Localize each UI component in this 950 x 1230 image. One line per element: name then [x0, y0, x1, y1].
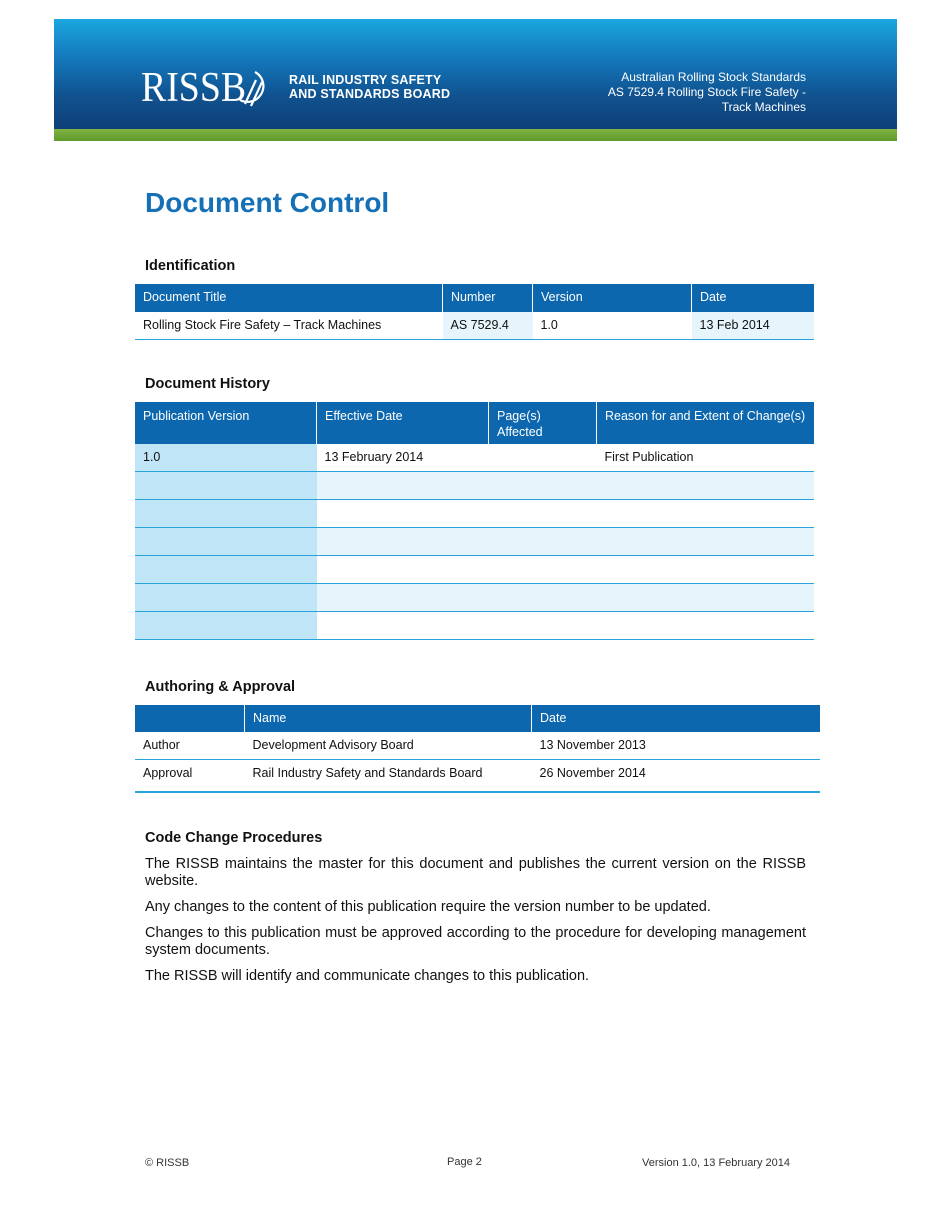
- table-cell: [489, 612, 597, 640]
- table-row: [135, 500, 814, 528]
- column-header: Date: [532, 705, 821, 732]
- table-row: [135, 312, 814, 340]
- standard-line1: Australian Rolling Stock Standards: [621, 70, 806, 84]
- paragraph: The RISSB will identify and communicate changes to this publication.: [145, 968, 590, 984]
- table-cell: 26 November 2014: [532, 760, 821, 793]
- table-cell: [597, 472, 815, 500]
- table-cell: [135, 528, 317, 556]
- column-header: [489, 402, 597, 444]
- table-row: [135, 528, 814, 556]
- table-cell: [489, 528, 597, 556]
- column-header: Publication Version: [135, 402, 317, 444]
- table-cell: [135, 612, 317, 640]
- column-header: Date: [692, 284, 815, 312]
- footer-copyright: © RISSB: [145, 1157, 190, 1169]
- table-header-row: [135, 705, 820, 732]
- table-cell: 1.0: [135, 444, 317, 472]
- table-header-row: [135, 284, 814, 312]
- table-cell: Development Advisory Board: [245, 732, 532, 760]
- table-cell: AS 7529.4: [443, 312, 533, 340]
- table-row: [135, 732, 820, 760]
- identification-table: [135, 284, 814, 340]
- table-row: [135, 444, 814, 472]
- rissb-logo: RISSB: [141, 65, 247, 111]
- footer-page-number: Page 2: [447, 1156, 482, 1168]
- header-stripe: [54, 129, 897, 141]
- table-cell: Rolling Stock Fire Safety – Track Machines: [135, 312, 443, 340]
- paragraph: The RISSB maintains the master for this document and publishes the current version on the RISSB website.: [145, 856, 806, 889]
- table-cell: [317, 528, 489, 556]
- table-cell: [489, 556, 597, 584]
- table-cell: 1.0: [533, 312, 692, 340]
- history-table: [135, 402, 814, 640]
- footer-version: Version 1.0, 13 February 2014: [642, 1157, 790, 1169]
- table-cell: [317, 556, 489, 584]
- standard-reference: [608, 70, 806, 115]
- table-cell: [135, 584, 317, 612]
- column-header-text: Page(s) Affected: [497, 409, 543, 439]
- board-name-line1: RAIL INDUSTRY SAFETY: [289, 73, 442, 87]
- page-title: Document Control: [145, 187, 390, 218]
- table-row: [135, 612, 814, 640]
- table-cell: 13 February 2014: [317, 444, 489, 472]
- table-cell: Author: [135, 732, 245, 760]
- paragraph: Any changes to the content of this publication require the version number to be updated.: [145, 899, 711, 915]
- table-cell: [597, 500, 815, 528]
- column-header: Reason for and Extent of Change(s): [597, 402, 815, 444]
- column-header: Number: [443, 284, 533, 312]
- table-cell: [317, 584, 489, 612]
- table-cell: Rail Industry Safety and Standards Board: [245, 760, 532, 793]
- table-cell: [135, 472, 317, 500]
- table-cell: [317, 500, 489, 528]
- column-header: Version: [533, 284, 692, 312]
- table-cell: [489, 472, 597, 500]
- table-cell: [597, 556, 815, 584]
- table-cell: [135, 556, 317, 584]
- code-change-heading: Code Change Procedures: [145, 830, 323, 846]
- board-name: [289, 73, 450, 101]
- identification-heading: Identification: [145, 258, 236, 274]
- paragraph: Changes to this publication must be approved according to the procedure for developing management system documents.: [145, 925, 806, 958]
- table-cell: [597, 584, 815, 612]
- table-cell: [597, 612, 815, 640]
- table-row: [135, 472, 814, 500]
- table-header-row: [135, 402, 814, 444]
- table-cell: [317, 612, 489, 640]
- board-name-line2: AND STANDARDS BOARD: [289, 87, 451, 101]
- authoring-table: [135, 705, 820, 793]
- rissb-emblem-icon: [234, 68, 272, 108]
- table-cell: [489, 584, 597, 612]
- column-header: Document Title: [135, 284, 443, 312]
- column-header: [135, 705, 245, 732]
- table-row: [135, 556, 814, 584]
- standard-line3: Track Machines: [721, 100, 806, 114]
- standard-line2: AS 7529.4 Rolling Stock Fire Safety -: [607, 85, 806, 99]
- column-header: Name: [245, 705, 532, 732]
- table-cell: Approval: [135, 760, 245, 793]
- table-row: [135, 584, 814, 612]
- code-change-section: [145, 830, 806, 994]
- table-row: [135, 760, 820, 793]
- table-cell: [317, 472, 489, 500]
- table-cell: First Publication: [597, 444, 815, 472]
- history-heading: Document History: [145, 376, 270, 392]
- column-header: Effective Date: [317, 402, 489, 444]
- table-cell: [489, 444, 597, 472]
- table-cell: [489, 500, 597, 528]
- table-cell: [597, 528, 815, 556]
- table-cell: 13 November 2013: [532, 732, 821, 760]
- table-cell: [135, 500, 317, 528]
- table-cell: 13 Feb 2014: [692, 312, 815, 340]
- authoring-heading: Authoring & Approval: [145, 679, 296, 695]
